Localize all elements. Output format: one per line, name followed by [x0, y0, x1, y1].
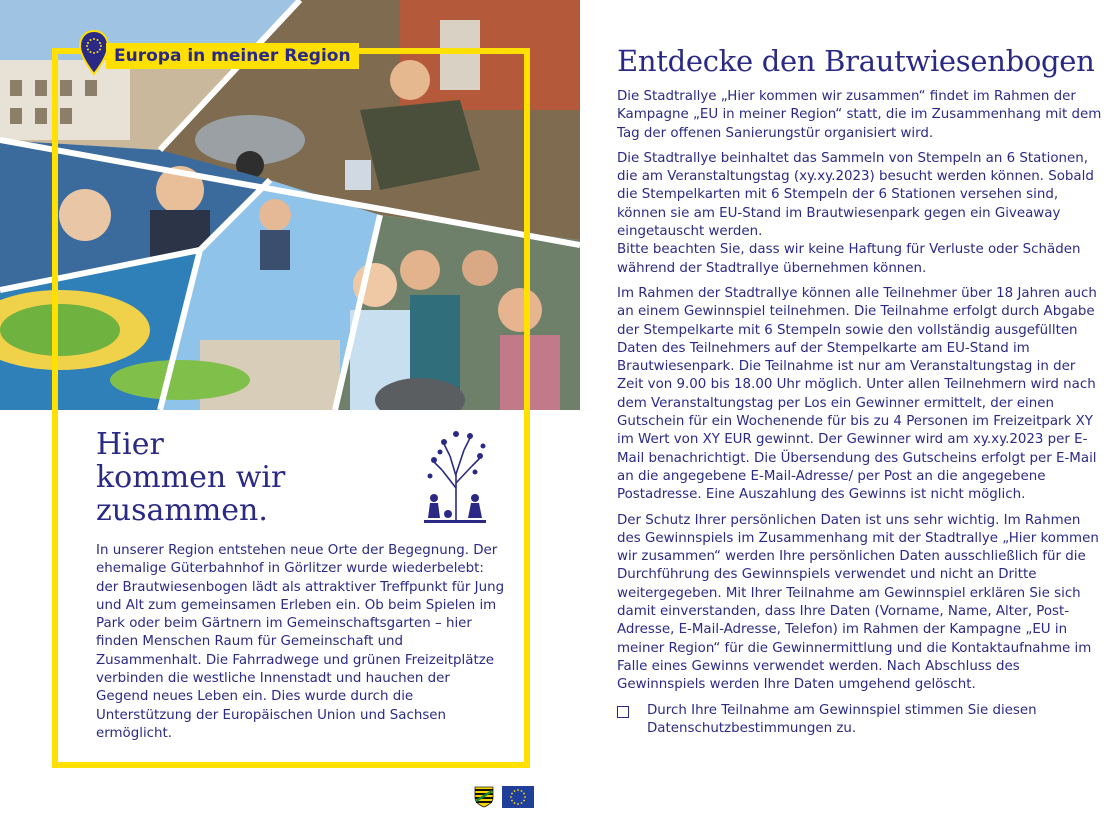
- right-panel: [617, 42, 1105, 738]
- region-badge: [78, 30, 359, 76]
- right-title: Entdecke den Brautwiesenbogen: [617, 44, 1095, 78]
- left-body-text: In unserer Region entstehen neue Orte der Begegnung. Der ehemalige Güterbahnhof in Görlitzer wurde wiederbelebt: der Brautwiesenbogen lädt als attraktiver Treffpunkt für Jung und Alt zum gemeinsamen Erleben ein. Ob beim Spielen im Park oder beim Gärtnern im Gemeinschaftsgarten – hier finden Menschen Raum für Gemeinschaft und Zusammenhalt. Die Fahrradwege und grünen Freizeitplätze verbinden die westliche Innenstadt und hauchen der Gegend neues Leben ein. Dies wurde durch die Unterstützung der Europäischen Union und Sachsen ermöglicht.: [96, 543, 505, 741]
- paragraph-intro: Die Stadtrallye „Hier kommen wir zusammen“ findet im Rahmen der Kampagne „EU in meiner Region“ statt, die im Zusammenhang mit dem Tag der offenen Sanierungstür organisiert wird.: [617, 89, 1102, 141]
- headline-line-2: kommen wir: [96, 460, 286, 495]
- left-headline: [96, 428, 396, 527]
- consent-text: Durch Ihre Teilnahme am Gewinnspiel stimmen Sie diesen Datenschutzbestimmungen zu.: [647, 702, 1037, 736]
- sachsen-coat-of-arms-icon: [474, 786, 494, 808]
- paragraph-liability: Bitte beachten Sie, dass wir keine Haftung für Verluste oder Schäden während der Stadtrallye übernehmen können.: [617, 242, 1081, 276]
- paragraph-privacy: Der Schutz Ihrer persönlichen Daten ist uns sehr wichtig. Im Rahmen des Gewinnspiels im Zusammenhang mit der Stadtrallye „Hier kommen wir zusammen“ werden Ihre persönlichen Daten ausschließlich für die Durchführung des Gewinnspiels verwendet und nicht an Dritte weitergegeben. Mit Ihrer Teilnahme am Gewinnspiel erklären Sie sich damit einverstanden, dass Ihre Daten (Vorname, Name, Alter, Post-Adresse, E-Mail-Adresse, Telefon) im Rahmen der Kampagne „EU in meiner Region“ für die Gewinnermittlung und die Kontaktaufnahme im Falle eines Gewinns verwendet werden. Nach Abschluss des Gewinnspiels werden Ihre Daten umgehend gelöscht.: [617, 512, 1099, 693]
- headline-line-3: zusammen.: [96, 493, 268, 528]
- consent-row[interactable]: [617, 702, 1105, 739]
- paragraph-contest: Im Rahmen der Stadtrallye können alle Teilnehmer über 18 Jahren auch an einem Gewinnspiel teilnehmen. Die Teilnahme erfolgt durch Abgabe der Stempelkarte mit 6 Stempeln sowie den vollständig ausgefüllten Daten des Teilnehmers auf der Stempelkarte am EU-Stand im Brautwiesenpark. Die Teilnahme ist nur am Veranstaltungstag in der Zeit von 9.00 bis 18.00 Uhr möglich. Unter allen Teilnehmern wird nach dem Veranstaltungstag per Los ein Gewinner ermittelt, der einen Gutschein für ein Wochenende für bis zu 4 Personen im Freizeitpark XY im Wert von XY EUR gewinnt. Der Gewinner wird am xy.xy.2023 per E-Mail benachrichtigt. Die Übersendung des Gutscheins erfolgt per E-Mail an die angegebene E-Mail-Adresse/ per Post an die angegebene Postadresse. Eine Auszahlung des Gewinns ist nicht möglich.: [617, 285, 1097, 503]
- tree-children-icon: [420, 428, 490, 528]
- frame-gap: [534, 430, 542, 750]
- footer-logos: [474, 786, 534, 808]
- checkbox-icon[interactable]: [617, 706, 629, 718]
- paragraph-stamps: Die Stadtrallye beinhaltet das Sammeln von Stempeln an 6 Stationen, die am Veranstaltungstag (xy.xy.2023) besucht werden können. Sobald die Stempelkarten mit 6 Stempeln der 6 Stationen versehen sind, können sie am EU-Stand im Brautwiesenpark gegen ein Giveaway eingetauscht werden.: [617, 150, 1094, 240]
- headline-line-1: Hier: [96, 427, 164, 462]
- eu-flag-icon: [502, 786, 534, 808]
- badge-label: Europa in meiner Region: [106, 43, 359, 69]
